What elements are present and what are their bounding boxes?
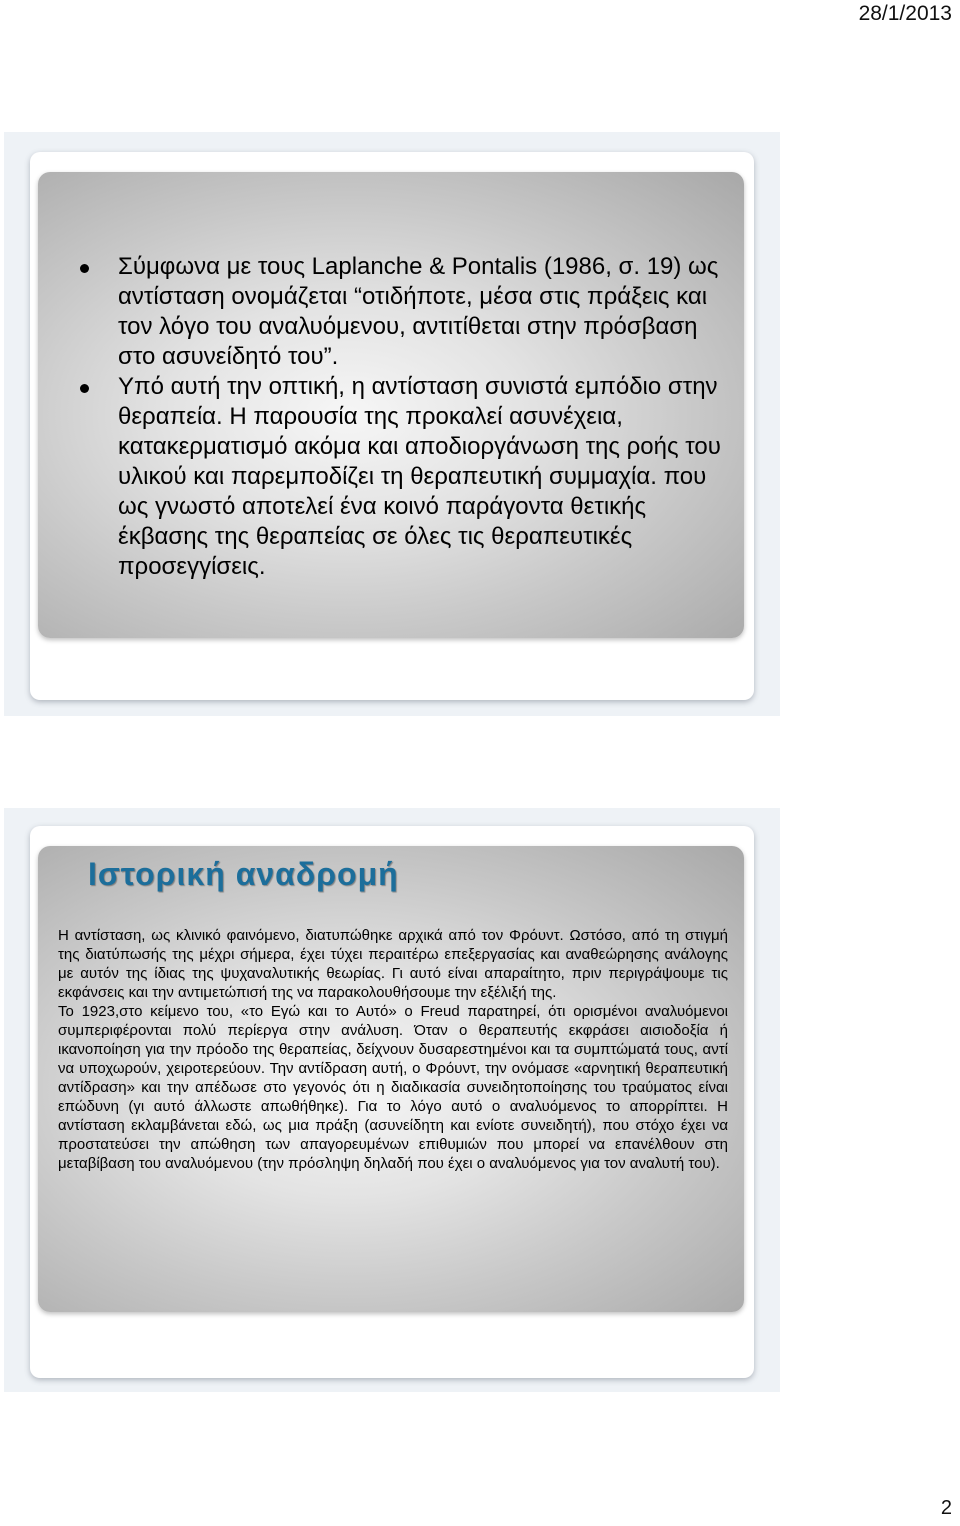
page-number: 2 bbox=[940, 1497, 952, 1519]
bullet-item bbox=[80, 252, 740, 372]
bullet-dot-icon bbox=[80, 384, 89, 393]
bullet-text: Υπό αυτή την οπτική, η αντίσταση συνιστά εμπόδιο στην θεραπεία. Η παρουσία της προκαλεί ασυνέχεια, κατακερματισμό ακόμα και αποδιοργάνωση της ροής του υλικού και παρεμποδίζει τη θεραπευτική συμμαχία. που ως γνωστό αποτελεί ένα κοινό παράγοντα θετικής έκβασης της θεραπείας σε όλες τις θεραπευτικές προσεγγίσεις. bbox=[118, 373, 721, 580]
bullet-item bbox=[80, 372, 740, 582]
body-paragraph: Η αντίσταση, ως κλινικό φαινόμενο, διατυπώθηκε αρχικά από τον Φρόυντ. Ωστόσο, από τη στιγμή της διατύπωσής της μέχρι σήμερα, έχει τύχει περαιτέρω επεξεργασίας και αναθεώρησης ανάλογης με αυτόν της ίδιας της ψυχαναλυτικής θεωρίας. Γι αυτό είναι απαραίτητο, πριν περιγράψουμε τις εκφάνσεις και την αντιμετώπισή της να παρακολουθήσουμε την εξέλιξή της. bbox=[58, 927, 728, 1001]
slide-2-title: Ιστορική αναδρομή bbox=[88, 856, 399, 892]
slide-1-content-panel bbox=[38, 172, 744, 638]
bullet-dot-icon bbox=[80, 264, 89, 273]
body-paragraph: Το 1923,στο κείμενο του, «το Εγώ και το Αυτό» ο Freud παρατηρεί, ότι ορισμένοι αναλυόμενοι συμπεριφέρονται πολύ περίεργα στην ανάλυση. Όταν ο θεραπευτής εκφράσει αισιοδοξία ή ικανοποίηση για την πρόοδο της θεραπείας, δείχνουν δυσαρεστημένοι και τα συμπτώματά τους, αντί να υποχωρούν, χειροτερεύουν. Την αντίδραση αυτή, ο Φρόυντ, την ονόμασε «αρνητική θεραπευτική αντίδραση» και την απέδωσε στο γεγονός ότι η διαδικασία συνειδητοποίησης του τραύματος είναι επώδυνη (γι αυτό άλλωστε απωθήθηκε). Για το λόγο αυτό ο αναλυόμενος το απορρίπτει. Η αντίσταση εκλαμβάνεται εδώ, ως μια πράξη (ασυνείδητη και ενίοτε συνειδητή), που στόχο έχει να προστατεύσει την απώθηση των απαγορευμένων επιθυμιών που μπορεί να επανέλθουν στη μεταβίβαση του αναλυόμενου (την πρόσληψη δηλαδή που έχει ο αναλυόμενος για τον αναλυτή του). bbox=[58, 1003, 728, 1172]
slide-1-bullet-list bbox=[80, 252, 740, 582]
bullet-text: Σύμφωνα με τους Laplanche & Pontalis (1986, σ. 19) ως αντίσταση ονομάζεται “οτιδήποτε, μέσα στις πράξεις και τον λόγο του αναλυόμενου, αντιτίθεται στην πρόσβαση στο ασυνείδητό του”. bbox=[118, 253, 719, 370]
slide-1-frame bbox=[4, 132, 780, 716]
slide-2-body-text bbox=[58, 926, 728, 1173]
print-date: 28/1/2013 bbox=[858, 2, 952, 25]
